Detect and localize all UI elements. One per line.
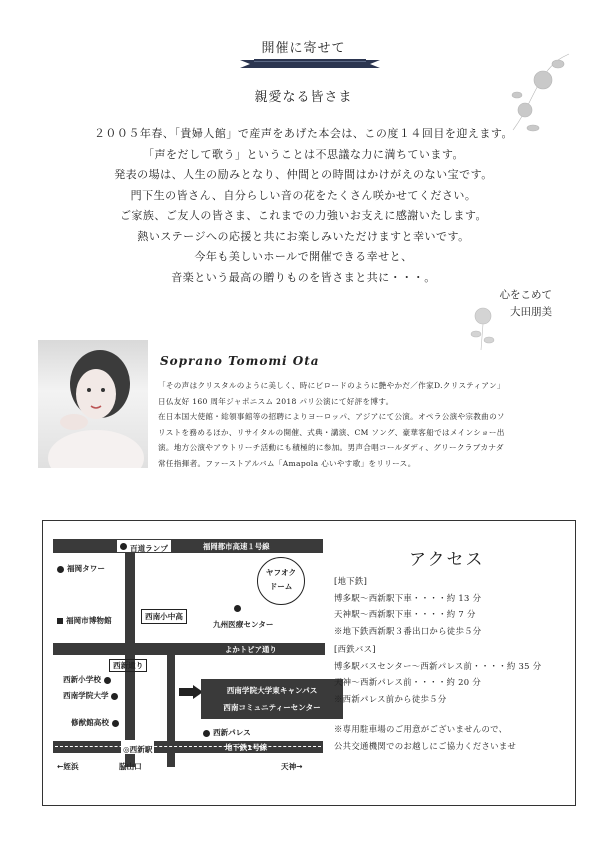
subway-line: 博多駅～西新駅下車・・・・約 13 分 [334,592,482,603]
floral-ornament [503,50,573,135]
bus-line: ※西新パレス前から徒歩５分 [334,693,447,704]
label-community: 西南コミュニティーセンター [223,703,321,712]
label-seinan-univ: 西南学院大学 [63,691,109,700]
subway-line: 天神駅～西新駅下車・・・・約 7 分 [334,609,476,619]
label-expressway: 福岡都市高速１号線 [203,542,270,551]
kyushu-med-dot-icon [234,605,241,612]
label-campus: 西南学院大学東キャンパス [226,686,318,695]
bio-line: 「その声はクリスタルのように美しく、時にビロードのように艶やかだ／作家D.クリスティアン」 [158,381,505,390]
bio-line: 在日本国大使館・総領事館等の招聘によりヨーロッパ、アジアにて公演。オペラ公演や宗教曲のソ [158,412,505,421]
yokatopia-road [53,643,325,655]
bio-line: 演。地方公演やアウトリーチ活動にも積極的に参加。男声合唱コールダディ、グリークラブカナダ [158,443,504,452]
singer-photo [38,340,148,468]
map [43,521,343,805]
message-line: 今年も美しいホールで開催できる幸せと、 [194,250,413,263]
closing: 心をこめて [499,289,552,301]
message-line: 門下生の皆さん、自分らしい音の花をたくさん咲かせてください。 [130,188,477,202]
ribbon-divider [240,58,380,70]
label-meinohama: ←姪浜 [57,762,79,771]
access-info [334,573,570,754]
nishijin-es [63,674,114,685]
greeting-message [0,124,607,288]
singer-name: Soprano Tomomi Ota [160,354,320,368]
access-title: アクセス [409,550,485,570]
seinan-jhs: 西南小中高 [141,609,187,624]
tower [57,563,105,574]
label-wakiyamaguchi: 脇山口 [119,762,142,771]
shuyukan [71,717,122,728]
access-box [42,520,576,806]
subway-dash [55,746,321,747]
label-shuyukan: 修猷館高校 [71,718,109,727]
label-nishijin-palace: 西新パレス [213,728,251,737]
museum-icon [57,618,63,624]
bus-line: 博多駅バスセンター～西新パレス前・・・・約 35 分 [334,660,542,671]
label-tenjin: 天神→ [281,762,303,771]
bio-line: 日仏友好 160 周年ジャポニスム 2018 パリ公演にて好評を博す。 [158,396,394,406]
message-line: 「声をだして歌う」ということは不思議な力に満ちています。 [142,147,464,161]
label-nishijin-sta: 西新駅 [129,745,153,754]
message-line: 熱いステージへの応援と共にお楽しみいただけますと幸いです。 [137,229,470,243]
label-museum: 福岡市博物館 [66,616,112,625]
bus-header: [西鉄バス] [334,644,376,654]
nishijin-palace [203,727,251,738]
subway-line: ※地下鉄西新駅３番出口から徒歩５分 [334,625,482,636]
notice-line: ※専用駐車場のご用意がございませんので、 [334,724,508,734]
signature: 大田朋美 [510,306,552,318]
message-line: 音楽という最高の贈りものを皆さまと共に・・・。 [171,270,436,284]
shuyukan-icon [112,720,119,727]
hyakumichi-ramp [117,540,171,552]
rose-ornament [466,304,500,352]
label-hyakumichi: 百道ランプ [130,544,168,553]
message-line: 発表の場は、人生の励みとなり、仲間との時間はかけがえのない宝です。 [114,168,493,181]
subway-header: [地下鉄] [334,576,368,586]
palace-icon [203,730,210,737]
kyushu-med: 九州医療センター [213,620,274,629]
ramp-dot-icon [120,543,127,550]
venue-arrow-icon [179,685,203,699]
label-yokatopia: よかトピア通り [225,645,277,654]
bio-line: リストを務めるほか、リサイタルの開催、式典・講演、CM ソング、豪華客船ではメインショー出 [158,427,505,437]
singer-bio [158,378,578,471]
subway-road [53,741,323,753]
station-icon: ◎ [123,745,130,754]
seinan-univ [63,690,121,701]
museum [57,615,112,626]
label-tower: 福岡タワー [67,564,105,573]
univ-icon [111,693,118,700]
tower-icon [57,566,64,573]
nishijin-station [121,740,154,754]
message-line: ２００５年春、「貴婦人館」で産声をあげた本会は、この度１４回目を迎えます。 [93,127,514,140]
label-nishijin-es: 西新小学校 [63,675,101,684]
nishijin-dori: 西新通り [109,659,147,672]
yafuoku-dome: ヤフオク ドーム [257,557,305,605]
venue-box [201,679,343,719]
message-line: ご家族、ご友人の皆さま、これまでの力強いお支えに感謝いたします。 [119,209,488,222]
page-title: 開催に寄せて [261,41,346,56]
greeting: 親愛なる皆さま [254,90,353,105]
label-subway: 地下鉄1号線 [225,743,268,752]
expressway-road [53,539,323,553]
bio-line: 常任指揮者。ファーストアルバム「Amapola 心いやす歌」をリリース。 [158,458,416,468]
notice-line: 公共交通機関でのお越しにご協力くださいませ [334,740,517,751]
school-icon [104,677,111,684]
bus-line: 天神～西新パレス前・・・・約 20 分 [334,677,482,687]
